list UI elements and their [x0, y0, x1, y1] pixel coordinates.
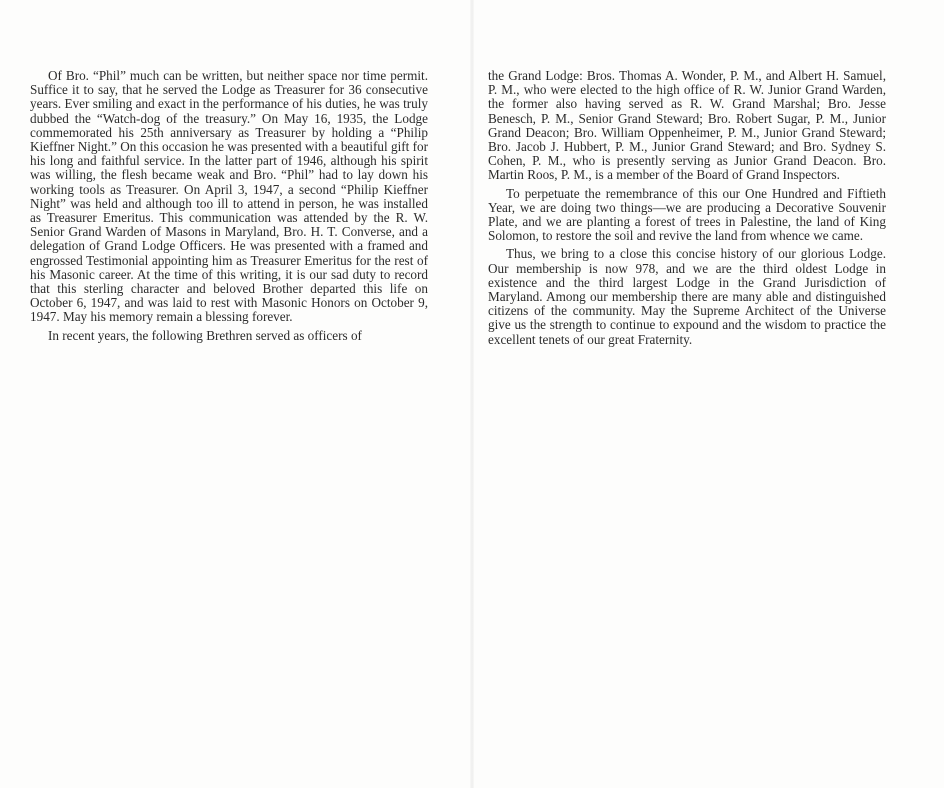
right-page: [472, 0, 944, 788]
paragraph-closing: Thus, we bring to a close this concise history of our glorious Lodge. Our membership is now 978, and we are the third oldest Lodge in existence and the third largest Lodge in the Grand Jurisdiction of Maryland. Among our membership there are many able and distinguished citizens of the community. May the Supreme Architect of the Universe give us the strength to continue to expound and the wisdom to practice the excellent tenets of our great Fraternity.: [488, 246, 886, 347]
right-text-column: [488, 69, 886, 351]
paragraph-officers-intro: In recent years, the following Brethren served as officers of: [48, 327, 362, 343]
paragraph-phil-kieffner: Of Bro. “Phil” much can be written, but neither space nor time permit. Suffice it to say, that he served the Lodge as Treasurer for 36 consecutive years. Ever smiling and exact in the performance of his duties, he was truly dubbed the “Watch-dog of the treasury.” On May 16, 1935, the Lodge commemorated his 25th anniversary as Treasurer by holding a “Philip Kieffner Night.” On this occasion he was presented with a beautiful gift for his long and faithful service. In the latter part of 1946, although his spirit was willing, the flesh became weak and Bro. “Phil” had to lay down his working tools as Treasurer. On April 3, 1947, a second “Philip Kieffner Night” was held and although too ill to attend in person, he was installed as Treasurer Emeritus. This communication was attended by the R. W. Senior Grand Warden of Masons in Maryland, Bro. H. T. Converse, and a delegation of Grand Lodge Officers. He was presented with a framed and engrossed Testimonial appointing him as Treasurer Emeritus for the rest of his Masonic career. At the time of this writing, it is our sad duty to record that this sterling character and beloved Brother departed this life on October 6, 1947, and was laid to rest with Masonic Honors on October 9, 1947. May his memory remain a blessing forever.: [30, 68, 428, 325]
left-text-column: [30, 69, 428, 347]
paragraph-grand-lodge-officers: the Grand Lodge: Bros. Thomas A. Wonder, P. M., and Albert H. Samuel, P. M., who were elected to the high office of R. W. Junior Grand Warden, the former also having served as R. W. Grand Marshal; Bro. Jesse Benesch, P. M., Senior Grand Steward; Bro. Robert Sugar, P. M., Junior Grand Deacon; Bro. William Oppenheimer, P. M., Junior Grand Steward; Bro. Jacob J. Hubbert, P. M., Junior Grand Steward; and Bro. Sydney S. Cohen, P. M., who is presently serving as Junior Grand Deacon. Bro. Martin Roos, P. M., is a member of the Board of Grand Inspectors.: [488, 68, 886, 183]
paragraph-souvenir-plate: To perpetuate the remembrance of this our One Hundred and Fiftieth Year, we are doing two things—we are producing a Decorative Souvenir Plate, and we are planting a forest of trees in Palestine, the land of King Solomon, to restore the soil and revive the land from whence we came.: [488, 185, 886, 244]
